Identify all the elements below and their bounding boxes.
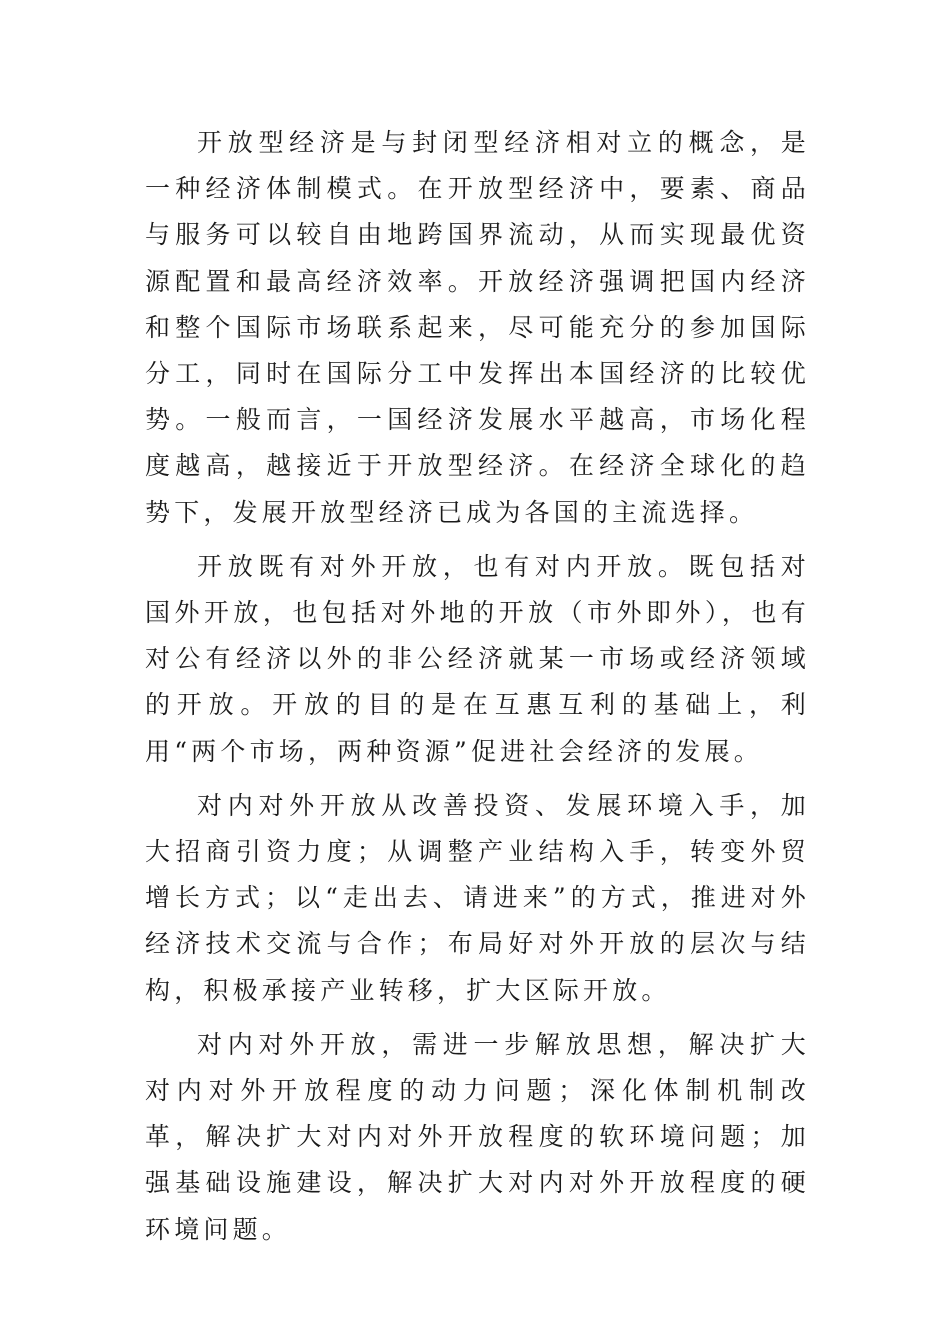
paragraph-opening-measures: 对内对外开放从改善投资、发展环境入手，加大招商引资力度；从调整产业结构入手，转变外贸增长方式；以“走出去、请进来”的方式，推进对外经济技术交流与合作；布局好对外开放的层次与结构，积极承接产业转移，扩大区际开放。 (145, 790, 810, 1005)
document-body (145, 120, 810, 1253)
paragraph-opening-requirements: 对内对外开放，需进一步解放思想，解决扩大对内对外开放程度的动力问题；深化体制机制改革，解决扩大对内对外开放程度的软环境问题；加强基础设施建设，解决扩大对内对外开放程度的硬环境问题。 (145, 1029, 810, 1244)
paragraph-open-economy-definition: 开放型经济是与封闭型经济相对立的概念，是一种经济体制模式。在开放型经济中，要素、商品与服务可以较自由地跨国界流动，从而实现最优资源配置和最高经济效率。开放经济强调把国内经济和整个国际市场联系起来，尽可能充分的参加国际分工，同时在国际分工中发挥出本国经济的比较优势。一般而言，一国经济发展水平越高，市场化程度越高，越接近于开放型经济。在经济全球化的趋势下，发展开放型经济已成为各国的主流选择。 (145, 128, 810, 527)
paragraph-internal-external-opening: 开放既有对外开放，也有对内开放。既包括对国外开放，也包括对外地的开放（市外即外），也有对公有经济以外的非公经济就某一市场或经济领域的开放。开放的目的是在互惠互利的基础上，利用“两个市场，两种资源”促进社会经济的发展。 (145, 551, 810, 766)
